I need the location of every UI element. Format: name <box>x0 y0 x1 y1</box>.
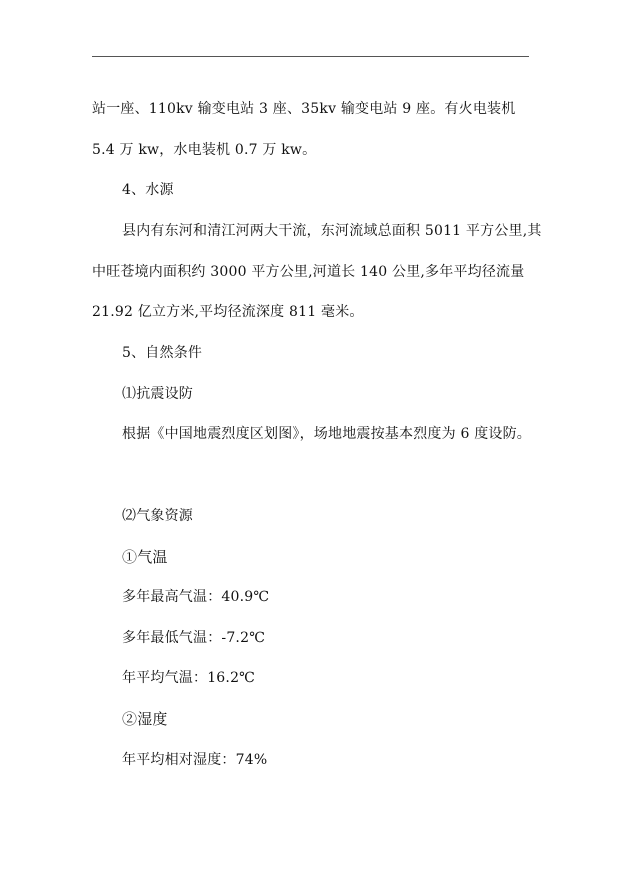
subheading-climate-resources: ⑵气象资源 <box>122 508 193 524</box>
temperature-average: 年平均气温：16.2℃ <box>122 670 256 686</box>
temperature-max: 多年最高气温：40.9℃ <box>122 589 270 605</box>
temperature-min: 多年最低气温：-7.2℃ <box>122 630 266 646</box>
paragraph-runoff: 21.92 亿立方米,平均径流深度 811 毫米。 <box>92 304 364 320</box>
item-heading-humidity: ②湿度 <box>122 710 168 728</box>
paragraph-power-stations: 站一座、110kv 输变电站 3 座、35kv 输变电站 9 座。有火电装机 <box>92 101 516 117</box>
paragraph-rivers-continued: 中旺苍境内面积约 3000 平方公里,河道长 140 公里,多年平均径流量 <box>92 264 525 280</box>
humidity-average: 年平均相对湿度：74% <box>122 752 268 768</box>
paragraph-rivers: 县内有东河和清江河两大干流，东河流域总面积 5011 平方公里,其 <box>122 223 542 239</box>
paragraph-power-capacity: 5.4 万 kw，水电装机 0.7 万 kw。 <box>92 142 317 158</box>
paragraph-seismic-intensity: 根据《中国地震烈度区划图》，场地地震按基本烈度为 6 度设防。 <box>122 426 532 442</box>
item-heading-temperature: ①气温 <box>122 548 168 566</box>
subheading-seismic-design: ⑴抗震设防 <box>122 386 193 402</box>
header-divider <box>92 56 529 57</box>
section-heading-water-source: 4、水源 <box>122 182 174 198</box>
section-heading-natural-conditions: 5、自然条件 <box>122 345 203 361</box>
